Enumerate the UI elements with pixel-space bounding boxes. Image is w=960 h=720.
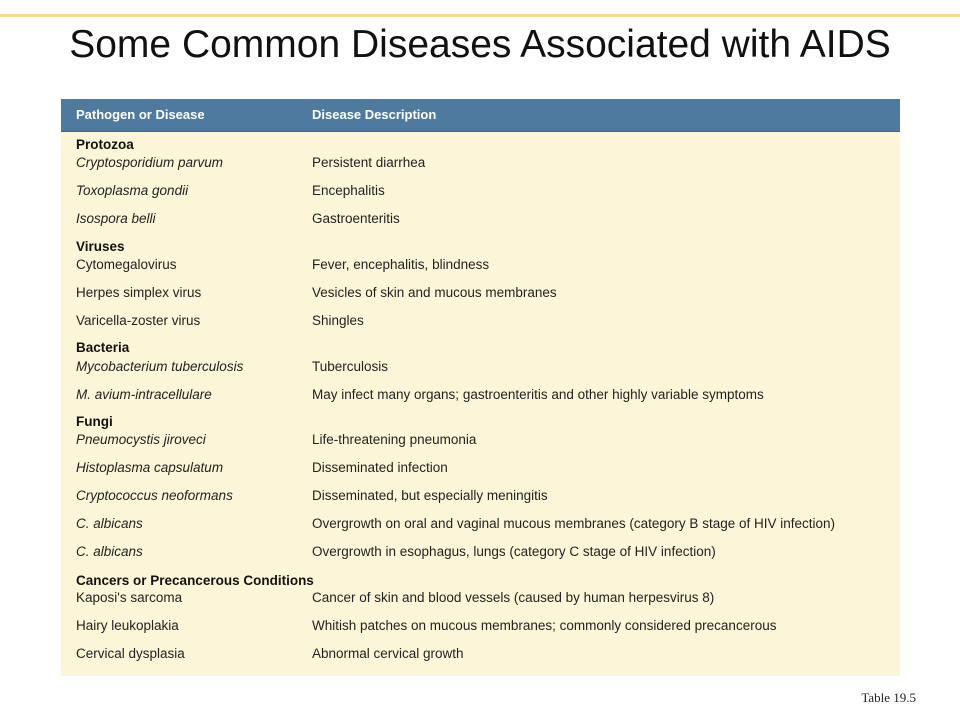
pathogen-cell: Pneumocystis jiroveci xyxy=(76,432,206,447)
pathogen-cell: M. avium-intracellulare xyxy=(76,387,212,402)
pathogen-cell: Cryptosporidium parvum xyxy=(76,155,224,170)
category-row xyxy=(61,338,900,358)
category-row xyxy=(61,237,900,257)
description-cell: May infect many organs; gastroenteritis and other highly variable symptoms xyxy=(312,387,764,402)
pathogen-cell: Herpes simplex virus xyxy=(76,285,202,300)
description-cell: Vesicles of skin and mucous membranes xyxy=(312,285,557,300)
category-row xyxy=(61,135,900,155)
disease-table xyxy=(61,99,900,676)
table-row xyxy=(61,357,900,377)
description-cell: Cancer of skin and blood vessels (caused by human herpesvirus 8) xyxy=(312,590,715,605)
table-row xyxy=(61,486,900,506)
top-rule xyxy=(0,14,960,17)
table-row xyxy=(61,209,900,229)
pathogen-cell: Hairy leukoplakia xyxy=(76,618,179,633)
category-label: Cancers or Precancerous Conditions xyxy=(76,573,314,588)
table-row xyxy=(61,283,900,303)
header-pathogen: Pathogen or Disease xyxy=(76,107,205,122)
description-cell: Whitish patches on mucous membranes; commonly considered precancerous xyxy=(312,618,777,633)
category-label: Viruses xyxy=(76,239,125,254)
pathogen-cell: Varicella-zoster virus xyxy=(76,313,201,328)
description-cell: Fever, encephalitis, blindness xyxy=(312,257,490,272)
description-cell: Shingles xyxy=(312,313,364,328)
description-cell: Disseminated, but especially meningitis xyxy=(312,488,548,503)
pathogen-cell: Cytomegalovirus xyxy=(76,257,177,272)
category-label: Fungi xyxy=(76,414,113,429)
description-cell: Overgrowth on oral and vaginal mucous membranes (category B stage of HIV infection) xyxy=(312,516,836,531)
pathogen-cell: Kaposi's sarcoma xyxy=(76,590,183,605)
table-row xyxy=(61,430,900,450)
category-row xyxy=(61,412,900,432)
table-row xyxy=(61,255,900,275)
table-row xyxy=(61,458,900,478)
table-row xyxy=(61,616,900,636)
header-description: Disease Description xyxy=(312,107,437,122)
description-cell: Tuberculosis xyxy=(312,359,389,374)
table-header xyxy=(61,99,900,132)
description-cell: Overgrowth in esophagus, lungs (category C stage of HIV infection) xyxy=(312,544,716,559)
description-cell: Encephalitis xyxy=(312,183,385,198)
table-row xyxy=(61,644,900,664)
table-caption: Table 19.5 xyxy=(861,690,916,705)
pathogen-cell: Cervical dysplasia xyxy=(76,646,185,661)
category-label: Protozoa xyxy=(76,137,134,152)
table-row xyxy=(61,514,900,534)
description-cell: Disseminated infection xyxy=(312,460,448,475)
pathogen-cell: Isospora belli xyxy=(76,211,156,226)
pathogen-cell: C. albicans xyxy=(76,544,143,559)
table-row xyxy=(61,588,900,608)
category-label: Bacteria xyxy=(76,340,130,355)
pathogen-cell: C. albicans xyxy=(76,516,143,531)
pathogen-cell: Cryptococcus neoformans xyxy=(76,488,233,503)
pathogen-cell: Mycobacterium tuberculosis xyxy=(76,359,244,374)
pathogen-cell: Toxoplasma gondii xyxy=(76,183,189,198)
description-cell: Gastroenteritis xyxy=(312,211,400,226)
table-row xyxy=(61,311,900,331)
description-cell: Persistent diarrhea xyxy=(312,155,426,170)
table-row xyxy=(61,181,900,201)
description-cell: Abnormal cervical growth xyxy=(312,646,464,661)
description-cell: Life-threatening pneumonia xyxy=(312,432,477,447)
table-row xyxy=(61,153,900,173)
table-row xyxy=(61,542,900,562)
table-row xyxy=(61,385,900,405)
pathogen-cell: Histoplasma capsulatum xyxy=(76,460,224,475)
slide-title: Some Common Diseases Associated with AIDS xyxy=(69,23,891,66)
